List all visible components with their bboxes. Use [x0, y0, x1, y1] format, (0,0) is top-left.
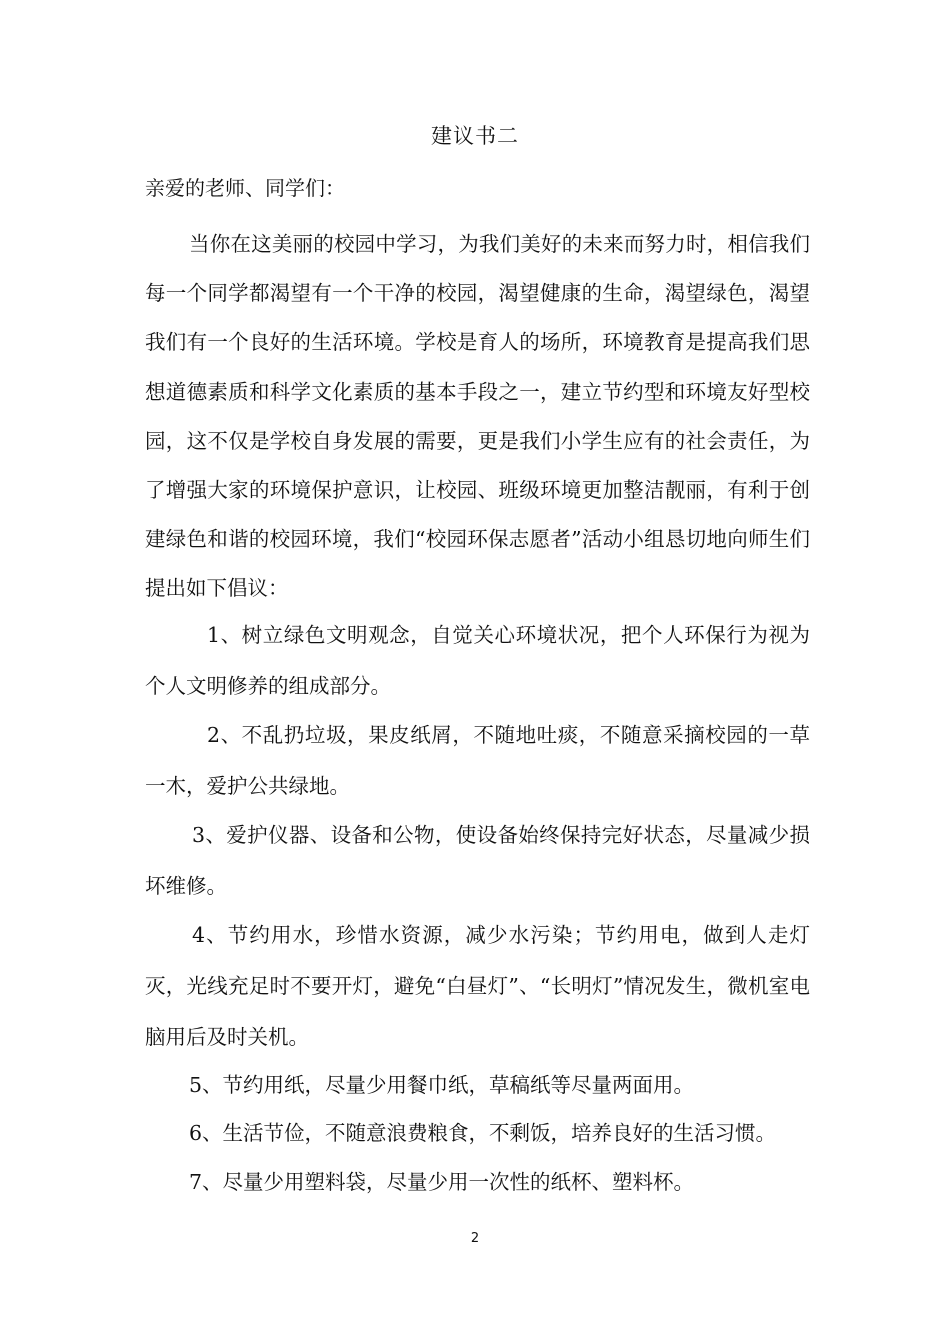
proposal-item-4: 4、节约用水，珍惜水资源，减少水污染；节约用电，做到人走灯灭，光线充足时不要开灯，避免“白昼灯”、“长明灯”情况发生，微机室电脑用后及时关机。 [145, 923, 810, 1049]
page-number: 2 [470, 1231, 480, 1246]
proposal-item-1: 1、树立绿色文明观念，自觉关心环境状况，把个人环保行为视为个人文明修养的组成部分。 [145, 623, 810, 698]
proposal-item-7: 7、尽量少用塑料袋，尽量少用一次性的纸杯、塑料杯。 [189, 1170, 695, 1194]
proposal-item-6: 6、生活节俭，不随意浪费粮食，不剩饭，培养良好的生活习惯。 [189, 1121, 777, 1145]
intro-paragraph: 当你在这美丽的校园中学习，为我们美好的未来而努力时，相信我们每一个同学都渴望有一个干净的校园，渴望健康的生命，渴望绿色，渴望我们有一个良好的生活环境。学校是育人的场所，环境教育是提高我们思想道德素质和科学文化素质的基本手段之一，建立节约型和环境友好型校园，这不仅是学校自身发展的需要，更是我们小学生应有的社会责任，为了增强大家的环境保护意识，让校园、班级环境更加整洁靓丽，有利于创建绿色和谐的校园环境，我们“校园环保志愿者”活动小组恳切地向师生们提出如下倡议： [145, 232, 810, 601]
document-title: 建议书二 [431, 124, 519, 148]
proposal-item-2: 2、不乱扔垃圾，果皮纸屑，不随地吐痰，不随意采摘校园的一草一木，爱护公共绿地。 [145, 723, 810, 798]
proposal-item-3: 3、爱护仪器、设备和公物，使设备始终保持完好状态，尽量减少损坏维修。 [145, 823, 810, 898]
salutation: 亲爱的老师、同学们： [145, 176, 345, 200]
proposal-item-5: 5、节约用纸，尽量少用餐巾纸，草稿纸等尽量两面用。 [189, 1073, 695, 1097]
